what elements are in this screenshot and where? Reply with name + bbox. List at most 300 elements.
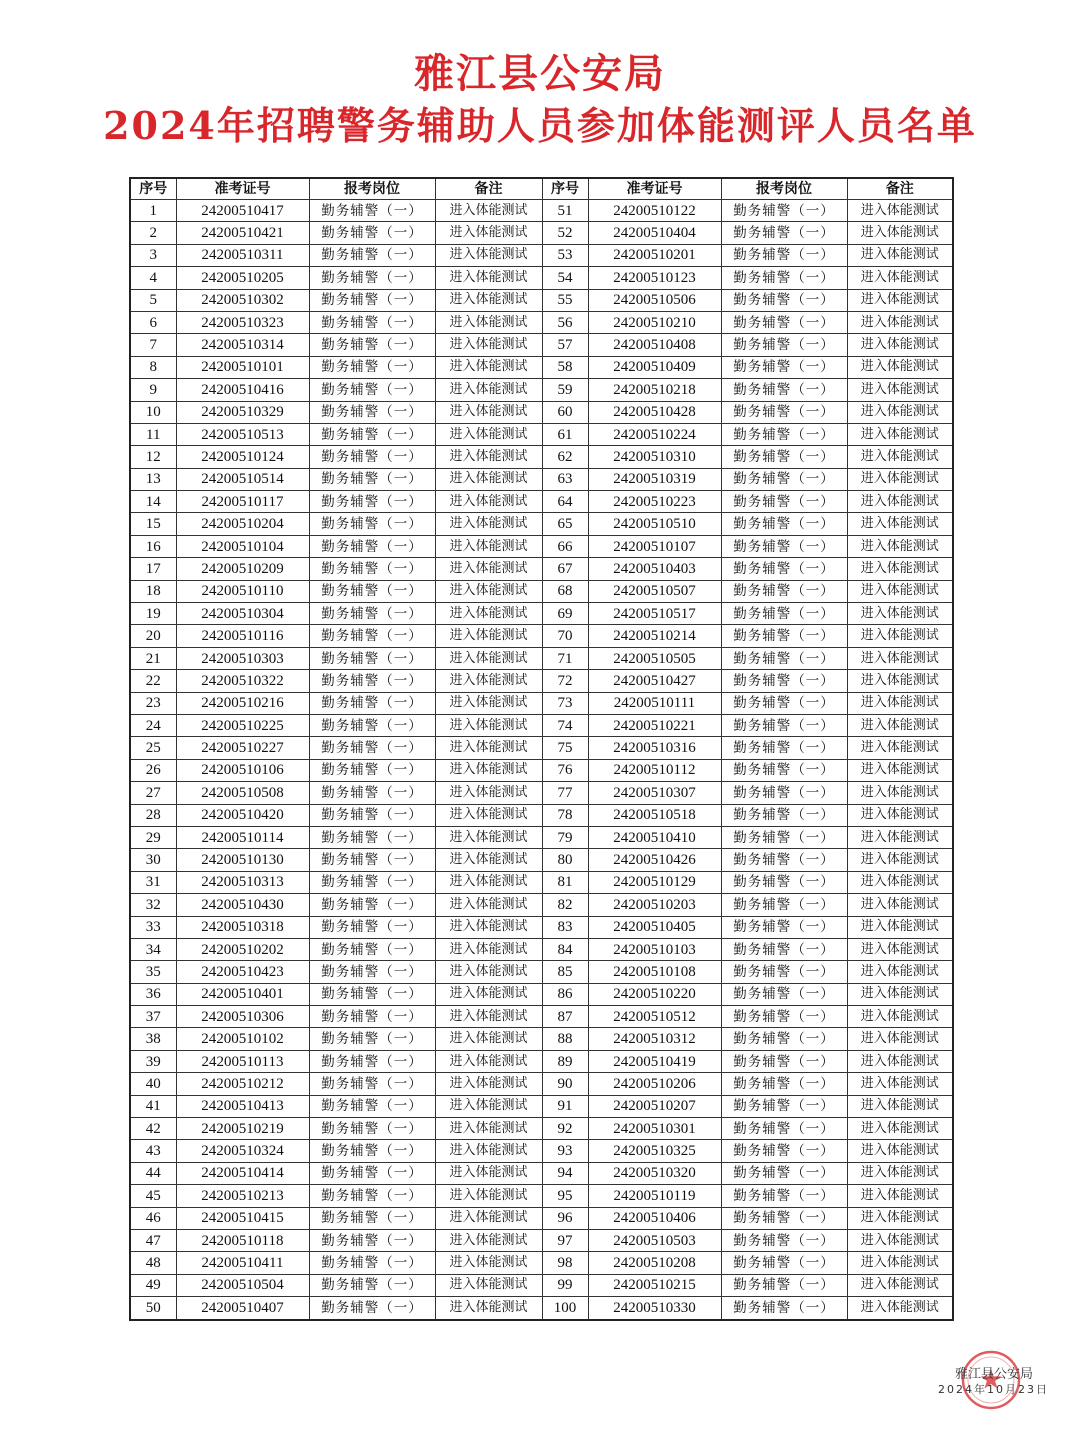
ticket-right-cell: 24200510214 xyxy=(588,625,721,647)
seq-left-cell: 15 xyxy=(130,513,176,535)
seq-right-cell: 97 xyxy=(542,1229,588,1251)
note-right-cell: 进入体能测试 xyxy=(847,334,953,356)
note-right-cell: 进入体能测试 xyxy=(847,558,953,580)
post-right-cell: 勤务辅警（一） xyxy=(721,961,847,983)
ticket-left-cell: 24200510414 xyxy=(176,1162,309,1184)
seq-right-cell: 65 xyxy=(542,513,588,535)
note-right-cell: 进入体能测试 xyxy=(847,1297,953,1320)
note-left-cell: 进入体能测试 xyxy=(435,558,542,580)
note-left-cell: 进入体能测试 xyxy=(435,1207,542,1229)
seq-right-cell: 59 xyxy=(542,379,588,401)
post-left-cell: 勤务辅警（一） xyxy=(309,1274,435,1296)
ticket-right-cell: 24200510206 xyxy=(588,1073,721,1095)
post-left-cell: 勤务辅警（一） xyxy=(309,356,435,378)
table-row xyxy=(130,625,953,647)
table-row xyxy=(130,782,953,804)
post-left-cell: 勤务辅警（一） xyxy=(309,491,435,513)
seq-right-cell: 60 xyxy=(542,401,588,423)
ticket-left-cell: 24200510102 xyxy=(176,1028,309,1050)
note-left-cell: 进入体能测试 xyxy=(435,401,542,423)
post-left-cell: 勤务辅警（一） xyxy=(309,849,435,871)
note-right-cell: 进入体能测试 xyxy=(847,513,953,535)
note-right-cell: 进入体能测试 xyxy=(847,423,953,445)
post-left-cell: 勤务辅警（一） xyxy=(309,334,435,356)
post-right-cell: 勤务辅警（一） xyxy=(721,804,847,826)
ticket-left-cell: 24200510514 xyxy=(176,468,309,490)
seq-left-cell: 30 xyxy=(130,849,176,871)
post-right-cell: 勤务辅警（一） xyxy=(721,513,847,535)
ticket-right-cell: 24200510301 xyxy=(588,1118,721,1140)
ticket-right-cell: 24200510405 xyxy=(588,916,721,938)
ticket-left-cell: 24200510204 xyxy=(176,513,309,535)
ticket-left-cell: 24200510116 xyxy=(176,625,309,647)
seq-left-cell: 20 xyxy=(130,625,176,647)
ticket-right-cell: 24200510224 xyxy=(588,423,721,445)
ticket-left-cell: 24200510118 xyxy=(176,1229,309,1251)
note-right-cell: 进入体能测试 xyxy=(847,1006,953,1028)
note-left-cell: 进入体能测试 xyxy=(435,580,542,602)
post-left-cell: 勤务辅警（一） xyxy=(309,1118,435,1140)
post-right-cell: 勤务辅警（一） xyxy=(721,782,847,804)
table-row xyxy=(130,1006,953,1028)
table-row xyxy=(130,1118,953,1140)
ticket-right-cell: 24200510330 xyxy=(588,1297,721,1320)
note-left-cell: 进入体能测试 xyxy=(435,1162,542,1184)
seq-left-cell: 24 xyxy=(130,714,176,736)
ticket-left-cell: 24200510430 xyxy=(176,894,309,916)
note-right-cell: 进入体能测试 xyxy=(847,267,953,289)
table-row xyxy=(130,603,953,625)
ticket-left-cell: 24200510313 xyxy=(176,871,309,893)
seq-right-cell: 95 xyxy=(542,1185,588,1207)
note-left-cell: 进入体能测试 xyxy=(435,513,542,535)
ticket-right-cell: 24200510218 xyxy=(588,379,721,401)
seq-left-cell: 23 xyxy=(130,692,176,714)
post-right-cell: 勤务辅警（一） xyxy=(721,401,847,423)
post-right-cell: 勤务辅警（一） xyxy=(721,625,847,647)
note-left-cell: 进入体能测试 xyxy=(435,1118,542,1140)
post-left-cell: 勤务辅警（一） xyxy=(309,446,435,468)
table-row xyxy=(130,356,953,378)
note-left-cell: 进入体能测试 xyxy=(435,423,542,445)
ticket-right-cell: 24200510107 xyxy=(588,535,721,557)
seq-left-cell: 50 xyxy=(130,1297,176,1320)
post-left-cell: 勤务辅警（一） xyxy=(309,535,435,557)
ticket-left-cell: 24200510324 xyxy=(176,1140,309,1162)
seq-left-cell: 12 xyxy=(130,446,176,468)
ticket-left-cell: 24200510318 xyxy=(176,916,309,938)
ticket-left-cell: 24200510304 xyxy=(176,603,309,625)
post-right-cell: 勤务辅警（一） xyxy=(721,334,847,356)
post-right-cell: 勤务辅警（一） xyxy=(721,491,847,513)
note-right-cell: 进入体能测试 xyxy=(847,1095,953,1117)
seq-right-cell: 72 xyxy=(542,670,588,692)
ticket-left-cell: 24200510513 xyxy=(176,423,309,445)
post-left-cell: 勤务辅警（一） xyxy=(309,670,435,692)
ticket-right-cell: 24200510207 xyxy=(588,1095,721,1117)
post-right-cell: 勤务辅警（一） xyxy=(721,289,847,311)
ticket-right-cell: 24200510111 xyxy=(588,692,721,714)
post-right-cell: 勤务辅警（一） xyxy=(721,535,847,557)
ticket-right-cell: 24200510310 xyxy=(588,446,721,468)
seq-right-cell: 78 xyxy=(542,804,588,826)
table-row xyxy=(130,1229,953,1251)
note-right-cell: 进入体能测试 xyxy=(847,983,953,1005)
ticket-right-cell: 24200510307 xyxy=(588,782,721,804)
seq-left-cell: 48 xyxy=(130,1252,176,1274)
table-row xyxy=(130,379,953,401)
table-row xyxy=(130,200,953,222)
post-left-cell: 勤务辅警（一） xyxy=(309,759,435,781)
ticket-right-cell: 24200510319 xyxy=(588,468,721,490)
seq-right-cell: 74 xyxy=(542,714,588,736)
seq-left-cell: 10 xyxy=(130,401,176,423)
note-right-cell: 进入体能测试 xyxy=(847,961,953,983)
post-left-cell: 勤务辅警（一） xyxy=(309,468,435,490)
post-right-cell: 勤务辅警（一） xyxy=(721,647,847,669)
post-left-cell: 勤务辅警（一） xyxy=(309,1162,435,1184)
ticket-right-cell: 24200510312 xyxy=(588,1028,721,1050)
ticket-left-cell: 24200510114 xyxy=(176,826,309,848)
ticket-left-cell: 24200510212 xyxy=(176,1073,309,1095)
ticket-left-cell: 24200510130 xyxy=(176,849,309,871)
post-right-cell: 勤务辅警（一） xyxy=(721,1118,847,1140)
ticket-left-cell: 24200510314 xyxy=(176,334,309,356)
note-right-cell: 进入体能测试 xyxy=(847,826,953,848)
seq-left-cell: 37 xyxy=(130,1006,176,1028)
post-left-cell: 勤务辅警（一） xyxy=(309,625,435,647)
seq-right-cell: 87 xyxy=(542,1006,588,1028)
note-right-cell: 进入体能测试 xyxy=(847,1185,953,1207)
post-left-cell: 勤务辅警（一） xyxy=(309,1252,435,1274)
ticket-left-cell: 24200510106 xyxy=(176,759,309,781)
ticket-left-cell: 24200510421 xyxy=(176,222,309,244)
note-right-cell: 进入体能测试 xyxy=(847,782,953,804)
table-row xyxy=(130,289,953,311)
ticket-right-cell: 24200510518 xyxy=(588,804,721,826)
note-left-cell: 进入体能测试 xyxy=(435,782,542,804)
post-right-cell: 勤务辅警（一） xyxy=(721,244,847,266)
seq-left-cell: 22 xyxy=(130,670,176,692)
post-right-cell: 勤务辅警（一） xyxy=(721,1028,847,1050)
ticket-right-cell: 24200510325 xyxy=(588,1140,721,1162)
post-left-cell: 勤务辅警（一） xyxy=(309,244,435,266)
ticket-right-cell: 24200510112 xyxy=(588,759,721,781)
note-right-cell: 进入体能测试 xyxy=(847,670,953,692)
ticket-right-cell: 24200510123 xyxy=(588,267,721,289)
seq-left-cell: 19 xyxy=(130,603,176,625)
seq-left-cell: 21 xyxy=(130,647,176,669)
note-left-cell: 进入体能测试 xyxy=(435,603,542,625)
note-right-cell: 进入体能测试 xyxy=(847,446,953,468)
note-right-cell: 进入体能测试 xyxy=(847,1050,953,1072)
ticket-left-cell: 24200510413 xyxy=(176,1095,309,1117)
note-right-cell: 进入体能测试 xyxy=(847,714,953,736)
note-right-cell: 进入体能测试 xyxy=(847,938,953,960)
post-right-cell: 勤务辅警（一） xyxy=(721,356,847,378)
ticket-right-cell: 24200510507 xyxy=(588,580,721,602)
note-left-cell: 进入体能测试 xyxy=(435,1050,542,1072)
seq-right-cell: 85 xyxy=(542,961,588,983)
header-post-left: 报考岗位 xyxy=(309,178,435,200)
note-right-cell: 进入体能测试 xyxy=(847,289,953,311)
seq-left-cell: 16 xyxy=(130,535,176,557)
post-left-cell: 勤务辅警（一） xyxy=(309,1185,435,1207)
post-left-cell: 勤务辅警（一） xyxy=(309,737,435,759)
seq-left-cell: 4 xyxy=(130,267,176,289)
header-note-right: 备注 xyxy=(847,178,953,200)
note-right-cell: 进入体能测试 xyxy=(847,1140,953,1162)
seq-right-cell: 67 xyxy=(542,558,588,580)
post-right-cell: 勤务辅警（一） xyxy=(721,1185,847,1207)
note-right-cell: 进入体能测试 xyxy=(847,491,953,513)
post-right-cell: 勤务辅警（一） xyxy=(721,379,847,401)
note-left-cell: 进入体能测试 xyxy=(435,826,542,848)
post-left-cell: 勤务辅警（一） xyxy=(309,200,435,222)
seq-left-cell: 47 xyxy=(130,1229,176,1251)
post-left-cell: 勤务辅警（一） xyxy=(309,423,435,445)
seq-right-cell: 88 xyxy=(542,1028,588,1050)
note-left-cell: 进入体能测试 xyxy=(435,670,542,692)
ticket-left-cell: 24200510407 xyxy=(176,1297,309,1320)
note-right-cell: 进入体能测试 xyxy=(847,1207,953,1229)
ticket-left-cell: 24200510225 xyxy=(176,714,309,736)
seq-right-cell: 52 xyxy=(542,222,588,244)
seq-right-cell: 82 xyxy=(542,894,588,916)
ticket-left-cell: 24200510216 xyxy=(176,692,309,714)
post-right-cell: 勤务辅警（一） xyxy=(721,446,847,468)
seq-left-cell: 36 xyxy=(130,983,176,1005)
note-left-cell: 进入体能测试 xyxy=(435,1095,542,1117)
post-left-cell: 勤务辅警（一） xyxy=(309,692,435,714)
ticket-right-cell: 24200510503 xyxy=(588,1229,721,1251)
table-row xyxy=(130,1095,953,1117)
ticket-right-cell: 24200510408 xyxy=(588,334,721,356)
table-row xyxy=(130,849,953,871)
ticket-left-cell: 24200510423 xyxy=(176,961,309,983)
ticket-left-cell: 24200510303 xyxy=(176,647,309,669)
seq-left-cell: 38 xyxy=(130,1028,176,1050)
post-right-cell: 勤务辅警（一） xyxy=(721,1274,847,1296)
note-left-cell: 进入体能测试 xyxy=(435,737,542,759)
table-row xyxy=(130,491,953,513)
table-row xyxy=(130,804,953,826)
seq-left-cell: 43 xyxy=(130,1140,176,1162)
post-left-cell: 勤务辅警（一） xyxy=(309,714,435,736)
ticket-right-cell: 24200510122 xyxy=(588,200,721,222)
seq-left-cell: 1 xyxy=(130,200,176,222)
seq-right-cell: 73 xyxy=(542,692,588,714)
note-left-cell: 进入体能测试 xyxy=(435,938,542,960)
note-left-cell: 进入体能测试 xyxy=(435,983,542,1005)
seq-left-cell: 49 xyxy=(130,1274,176,1296)
table-row xyxy=(130,513,953,535)
post-right-cell: 勤务辅警（一） xyxy=(721,558,847,580)
header-ticket-right: 准考证号 xyxy=(588,178,721,200)
ticket-right-cell: 24200510426 xyxy=(588,849,721,871)
note-left-cell: 进入体能测试 xyxy=(435,1274,542,1296)
candidate-table xyxy=(129,177,954,1321)
note-left-cell: 进入体能测试 xyxy=(435,714,542,736)
post-right-cell: 勤务辅警（一） xyxy=(721,826,847,848)
note-left-cell: 进入体能测试 xyxy=(435,647,542,669)
seq-right-cell: 91 xyxy=(542,1095,588,1117)
note-right-cell: 进入体能测试 xyxy=(847,244,953,266)
post-right-cell: 勤务辅警（一） xyxy=(721,200,847,222)
post-right-cell: 勤务辅警（一） xyxy=(721,1297,847,1320)
note-left-cell: 进入体能测试 xyxy=(435,916,542,938)
note-right-cell: 进入体能测试 xyxy=(847,356,953,378)
seq-left-cell: 17 xyxy=(130,558,176,580)
post-left-cell: 勤务辅警（一） xyxy=(309,916,435,938)
note-left-cell: 进入体能测试 xyxy=(435,1140,542,1162)
seq-right-cell: 57 xyxy=(542,334,588,356)
post-right-cell: 勤务辅警（一） xyxy=(721,1050,847,1072)
note-right-cell: 进入体能测试 xyxy=(847,625,953,647)
seq-left-cell: 7 xyxy=(130,334,176,356)
seq-right-cell: 92 xyxy=(542,1118,588,1140)
note-left-cell: 进入体能测试 xyxy=(435,961,542,983)
ticket-right-cell: 24200510505 xyxy=(588,647,721,669)
note-left-cell: 进入体能测试 xyxy=(435,535,542,557)
seq-right-cell: 71 xyxy=(542,647,588,669)
seq-left-cell: 2 xyxy=(130,222,176,244)
note-left-cell: 进入体能测试 xyxy=(435,1185,542,1207)
note-left-cell: 进入体能测试 xyxy=(435,1006,542,1028)
post-left-cell: 勤务辅警（一） xyxy=(309,983,435,1005)
note-right-cell: 进入体能测试 xyxy=(847,222,953,244)
table-row xyxy=(130,1297,953,1320)
seq-right-cell: 90 xyxy=(542,1073,588,1095)
seq-right-cell: 89 xyxy=(542,1050,588,1072)
ticket-left-cell: 24200510329 xyxy=(176,401,309,423)
table-row xyxy=(130,1140,953,1162)
note-right-cell: 进入体能测试 xyxy=(847,580,953,602)
post-right-cell: 勤务辅警（一） xyxy=(721,1162,847,1184)
seq-right-cell: 61 xyxy=(542,423,588,445)
ticket-left-cell: 24200510227 xyxy=(176,737,309,759)
post-right-cell: 勤务辅警（一） xyxy=(721,468,847,490)
table-row xyxy=(130,871,953,893)
ticket-right-cell: 24200510404 xyxy=(588,222,721,244)
ticket-right-cell: 24200510410 xyxy=(588,826,721,848)
table-row xyxy=(130,1185,953,1207)
note-right-cell: 进入体能测试 xyxy=(847,871,953,893)
seq-left-cell: 28 xyxy=(130,804,176,826)
note-left-cell: 进入体能测试 xyxy=(435,1252,542,1274)
post-right-cell: 勤务辅警（一） xyxy=(721,1140,847,1162)
note-right-cell: 进入体能测试 xyxy=(847,1028,953,1050)
note-left-cell: 进入体能测试 xyxy=(435,1229,542,1251)
post-right-cell: 勤务辅警（一） xyxy=(721,311,847,333)
table-row xyxy=(130,1162,953,1184)
seq-left-cell: 14 xyxy=(130,491,176,513)
ticket-right-cell: 24200510512 xyxy=(588,1006,721,1028)
seq-left-cell: 5 xyxy=(130,289,176,311)
post-right-cell: 勤务辅警（一） xyxy=(721,849,847,871)
ticket-left-cell: 24200510124 xyxy=(176,446,309,468)
seq-right-cell: 86 xyxy=(542,983,588,1005)
ticket-right-cell: 24200510119 xyxy=(588,1185,721,1207)
post-left-cell: 勤务辅警（一） xyxy=(309,379,435,401)
post-left-cell: 勤务辅警（一） xyxy=(309,782,435,804)
seq-right-cell: 79 xyxy=(542,826,588,848)
post-left-cell: 勤务辅警（一） xyxy=(309,267,435,289)
note-right-cell: 进入体能测试 xyxy=(847,311,953,333)
issuer-name: 雅江县公安局 xyxy=(955,1367,1034,1382)
ticket-right-cell: 24200510215 xyxy=(588,1274,721,1296)
post-left-cell: 勤务辅警（一） xyxy=(309,871,435,893)
seq-left-cell: 33 xyxy=(130,916,176,938)
seq-left-cell: 40 xyxy=(130,1073,176,1095)
table-row xyxy=(130,535,953,557)
post-right-cell: 勤务辅警（一） xyxy=(721,692,847,714)
seq-right-cell: 68 xyxy=(542,580,588,602)
post-left-cell: 勤务辅警（一） xyxy=(309,1028,435,1050)
ticket-right-cell: 24200510210 xyxy=(588,311,721,333)
seq-right-cell: 54 xyxy=(542,267,588,289)
issue-date: 2024年10月23日 xyxy=(938,1383,1049,1396)
note-right-cell: 进入体能测试 xyxy=(847,1073,953,1095)
table-body xyxy=(130,200,953,1320)
table-row xyxy=(130,670,953,692)
post-right-cell: 勤务辅警（一） xyxy=(721,759,847,781)
seq-right-cell: 69 xyxy=(542,603,588,625)
post-right-cell: 勤务辅警（一） xyxy=(721,983,847,1005)
table-row xyxy=(130,558,953,580)
note-left-cell: 进入体能测试 xyxy=(435,692,542,714)
document-title: 雅江县公安局 xyxy=(414,50,666,97)
table-row xyxy=(130,961,953,983)
ticket-right-cell: 24200510419 xyxy=(588,1050,721,1072)
post-right-cell: 勤务辅警（一） xyxy=(721,1229,847,1251)
post-left-cell: 勤务辅警（一） xyxy=(309,603,435,625)
ticket-left-cell: 24200510205 xyxy=(176,267,309,289)
note-left-cell: 进入体能测试 xyxy=(435,379,542,401)
note-right-cell: 进入体能测试 xyxy=(847,468,953,490)
ticket-right-cell: 24200510203 xyxy=(588,894,721,916)
seq-left-cell: 45 xyxy=(130,1185,176,1207)
note-left-cell: 进入体能测试 xyxy=(435,625,542,647)
ticket-left-cell: 24200510504 xyxy=(176,1274,309,1296)
note-right-cell: 进入体能测试 xyxy=(847,916,953,938)
ticket-right-cell: 24200510223 xyxy=(588,491,721,513)
header-post-right: 报考岗位 xyxy=(721,178,847,200)
ticket-left-cell: 24200510104 xyxy=(176,535,309,557)
post-left-cell: 勤务辅警（一） xyxy=(309,961,435,983)
note-left-cell: 进入体能测试 xyxy=(435,244,542,266)
seq-left-cell: 27 xyxy=(130,782,176,804)
seq-left-cell: 29 xyxy=(130,826,176,848)
seq-right-cell: 96 xyxy=(542,1207,588,1229)
note-left-cell: 进入体能测试 xyxy=(435,1073,542,1095)
ticket-right-cell: 24200510428 xyxy=(588,401,721,423)
note-left-cell: 进入体能测试 xyxy=(435,334,542,356)
note-left-cell: 进入体能测试 xyxy=(435,491,542,513)
ticket-left-cell: 24200510416 xyxy=(176,379,309,401)
seq-right-cell: 53 xyxy=(542,244,588,266)
seq-left-cell: 42 xyxy=(130,1118,176,1140)
seq-left-cell: 11 xyxy=(130,423,176,445)
seq-left-cell: 18 xyxy=(130,580,176,602)
ticket-left-cell: 24200510508 xyxy=(176,782,309,804)
seq-left-cell: 39 xyxy=(130,1050,176,1072)
table-row xyxy=(130,983,953,1005)
table-row xyxy=(130,1073,953,1095)
ticket-left-cell: 24200510219 xyxy=(176,1118,309,1140)
ticket-right-cell: 24200510427 xyxy=(588,670,721,692)
header-ticket-left: 准考证号 xyxy=(176,178,309,200)
